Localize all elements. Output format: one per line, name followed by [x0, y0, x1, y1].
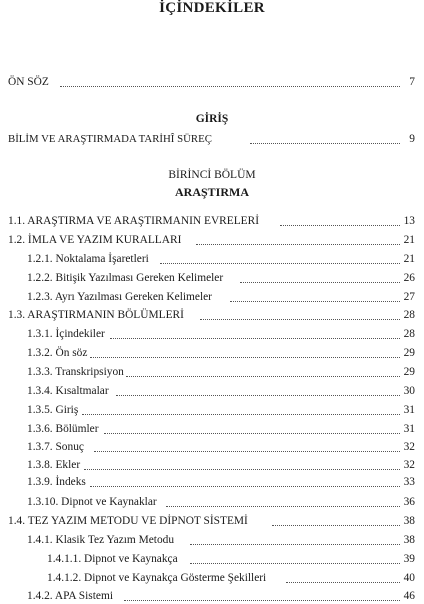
toc-entry-label: 1.3.10. Dipnot ve Kaynaklar — [27, 496, 157, 508]
toc-entry-label: 1.3.9. İndeks — [27, 476, 86, 488]
dot-leader — [82, 414, 400, 415]
toc-entry[interactable] — [0, 307, 424, 323]
toc-page-number: 29 — [403, 347, 415, 359]
toc-page-number: 9 — [409, 133, 415, 145]
toc-entry[interactable] — [0, 439, 424, 455]
toc-page-number: 21 — [403, 234, 415, 246]
toc-entry[interactable] — [0, 383, 424, 399]
toc-entry-label: 1.3.3. Transkripsiyon — [27, 366, 124, 378]
dot-leader — [126, 376, 400, 377]
page-title: İÇİNDEKİLER — [159, 0, 265, 16]
toc-entry-label: 1.3. ARAŞTIRMANIN BÖLÜMLERİ — [8, 309, 184, 321]
toc-page-number: 21 — [403, 253, 415, 265]
toc-page-number: 32 — [403, 441, 415, 453]
toc-entry[interactable] — [0, 513, 424, 529]
toc-page-number: 28 — [403, 309, 415, 321]
toc-entry[interactable] — [0, 345, 424, 361]
toc-entry-intro[interactable] — [0, 131, 424, 147]
dot-leader — [166, 506, 400, 507]
toc-entry[interactable] — [0, 494, 424, 510]
part-heading: BİRİNCİ BÖLÜM — [168, 169, 256, 181]
toc-entry-label: 1.1. ARAŞTIRMA VE ARAŞTIRMANIN EVRELERİ — [8, 215, 260, 227]
dot-leader — [110, 338, 400, 339]
toc-page-number: 46 — [403, 590, 415, 602]
toc-page-number: 39 — [403, 553, 415, 565]
toc-page-number: 38 — [403, 534, 415, 546]
toc-entry-label: 1.4. TEZ YAZIM METODU VE DİPNOT SİSTEMİ — [8, 515, 248, 527]
toc-page-number: 38 — [403, 515, 415, 527]
toc-entry[interactable] — [0, 326, 424, 342]
dot-leader — [90, 486, 400, 487]
dot-leader — [230, 301, 400, 302]
dot-leader — [94, 451, 400, 452]
toc-entry[interactable] — [0, 364, 424, 380]
dot-leader — [240, 282, 400, 283]
toc-page-number: 13 — [403, 215, 415, 227]
toc-entry-label: 1.3.5. Giriş — [27, 404, 79, 416]
toc-entry-label: 1.3.8. Ekler — [27, 459, 81, 471]
toc-entry[interactable] — [0, 457, 424, 473]
toc-entry[interactable] — [0, 270, 424, 286]
dot-leader — [160, 263, 400, 264]
toc-page-number: 29 — [403, 366, 415, 378]
toc-entry-label: BİLİM VE ARAŞTIRMADA TARİHÎ SÜREÇ — [8, 133, 212, 145]
toc-page-number: 31 — [403, 423, 415, 435]
toc-page-number: 31 — [403, 404, 415, 416]
section-heading-intro: GİRİŞ — [195, 113, 229, 125]
toc-entry[interactable] — [0, 588, 424, 604]
toc-page-number: 32 — [403, 459, 415, 471]
toc-entry[interactable] — [0, 213, 424, 229]
toc-page-number: 26 — [403, 272, 415, 284]
toc-entry-label: 1.3.6. Bölümler — [27, 423, 99, 435]
toc-page-number: 30 — [403, 385, 415, 397]
toc-entry-label: 1.3.7. Sonuç — [27, 441, 84, 453]
dot-leader — [196, 244, 400, 245]
dot-leader — [190, 563, 400, 564]
dot-leader — [104, 433, 400, 434]
toc-page-number: 36 — [403, 496, 415, 508]
toc-entry[interactable] — [0, 532, 424, 548]
dot-leader — [286, 582, 400, 583]
toc-entry-label: 1.4.1.1. Dipnot ve Kaynakça — [47, 553, 178, 565]
toc-entry-label: 1.4.2. APA Sistemi — [27, 590, 113, 602]
toc-entry[interactable] — [0, 402, 424, 418]
toc-entry-label: 1.3.4. Kısaltmalar — [27, 385, 109, 397]
toc-entry[interactable] — [0, 551, 424, 567]
toc-page-number: 27 — [403, 291, 415, 303]
dot-leader — [84, 469, 400, 470]
toc-entry-label: 1.2.2. Bitişik Yazılması Gereken Kelimeler — [27, 272, 224, 284]
toc-entry[interactable] — [0, 251, 424, 267]
dot-leader — [250, 143, 400, 144]
toc-entry[interactable] — [0, 421, 424, 437]
dot-leader — [272, 525, 400, 526]
toc-entry[interactable] — [0, 232, 424, 248]
dot-leader — [124, 600, 400, 601]
dot-leader — [200, 319, 400, 320]
toc-entry[interactable] — [0, 289, 424, 305]
toc-entry-label: 1.2. İMLA VE YAZIM KURALLARI — [8, 234, 182, 246]
dot-leader — [280, 225, 400, 226]
dot-leader — [190, 544, 400, 545]
toc-page-number: 7 — [409, 76, 415, 88]
toc-entry-label: 1.4.1. Klasik Tez Yazım Metodu — [27, 534, 175, 546]
toc-entry[interactable] — [0, 474, 424, 490]
part-subheading: ARAŞTIRMA — [174, 185, 249, 199]
dot-leader — [90, 357, 400, 358]
toc-page-number: 40 — [403, 572, 415, 584]
toc-entry-label: 1.3.1. İçindekiler — [27, 328, 105, 340]
toc-entry-preface[interactable] — [0, 74, 424, 90]
toc-entry-label: 1.2.1. Noktalama İşaretleri — [27, 253, 149, 265]
toc-page-number: 33 — [403, 476, 415, 488]
dot-leader — [116, 395, 400, 396]
toc-entry-label: 1.3.2. Ön söz — [27, 347, 88, 359]
toc-entry-label: 1.2.3. Ayrı Yazılması Gereken Kelimeler — [27, 291, 212, 303]
toc-entry-label: ÖN SÖZ — [8, 76, 49, 88]
toc-page-number: 28 — [403, 328, 415, 340]
toc-entry-label: 1.4.1.2. Dipnot ve Kaynakça Gösterme Şekilleri — [47, 572, 267, 584]
dot-leader — [60, 86, 400, 87]
toc-entry[interactable] — [0, 570, 424, 586]
